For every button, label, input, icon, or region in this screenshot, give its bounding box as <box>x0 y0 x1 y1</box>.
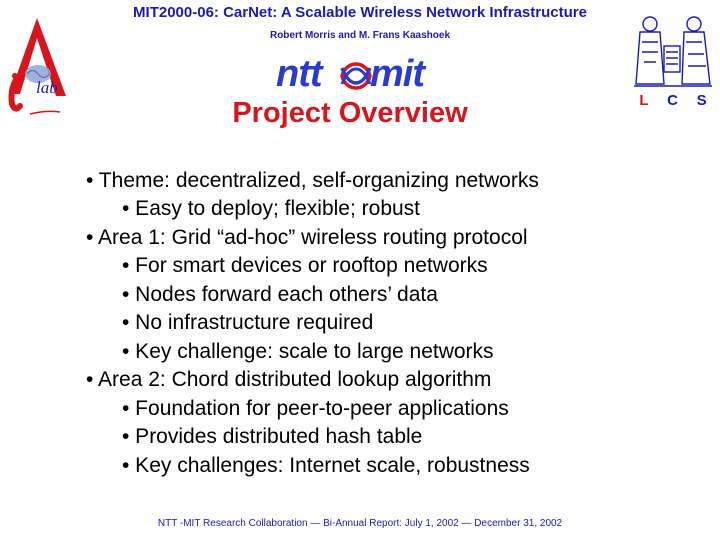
bullet-item: • Foundation for peer-to-peer applications <box>122 397 509 420</box>
bullet-item: • Theme: decentralized, self-organizing networks <box>86 169 539 192</box>
bullet-item: • Area 2: Chord distributed lookup algorithm <box>86 368 492 391</box>
bullet-item: • No infrastructure required <box>122 311 374 334</box>
ntt-mit-logo <box>272 52 448 98</box>
footer: NTT -MIT Research Collaboration — Bi-Annual Report: July 1, 2002 — December 31, 2002 <box>157 518 563 529</box>
lcs-seal-logo <box>630 12 716 108</box>
header-authors: Robert Morris and M. Frans Kaashoek <box>269 30 451 41</box>
bullet-item: • Provides distributed hash table <box>122 425 423 448</box>
header-title: MIT2000-06: CarNet: A Scalable Wireless Network Infrastructure <box>133 4 587 21</box>
lcs-seal-icon <box>630 12 716 92</box>
ntt-logo-text: ntt <box>276 53 322 95</box>
bullet-item: • Area 1: Grid “ad-hoc” wireless routing protocol <box>86 226 528 249</box>
lcs-letter-s: S <box>696 92 707 109</box>
mit-logo-text: mit <box>370 53 424 95</box>
slide-title: Project Overview <box>232 97 468 129</box>
lcs-letter-l: L <box>639 92 649 109</box>
bullet-item: • For smart devices or rooftop networks <box>122 254 488 277</box>
bullet-item: • Key challenge: scale to large networks <box>122 340 494 363</box>
lcs-letter-c: C <box>667 92 678 109</box>
bullet-item: • Easy to deploy; flexible; robust <box>122 197 421 220</box>
ntt-mit-knot-icon <box>338 58 374 92</box>
bullet-item: • Nodes forward each others’ data <box>122 283 438 306</box>
bullet-item: • Key challenges: Internet scale, robustness <box>122 454 530 477</box>
ilab-logo-text: lab <box>36 78 58 97</box>
